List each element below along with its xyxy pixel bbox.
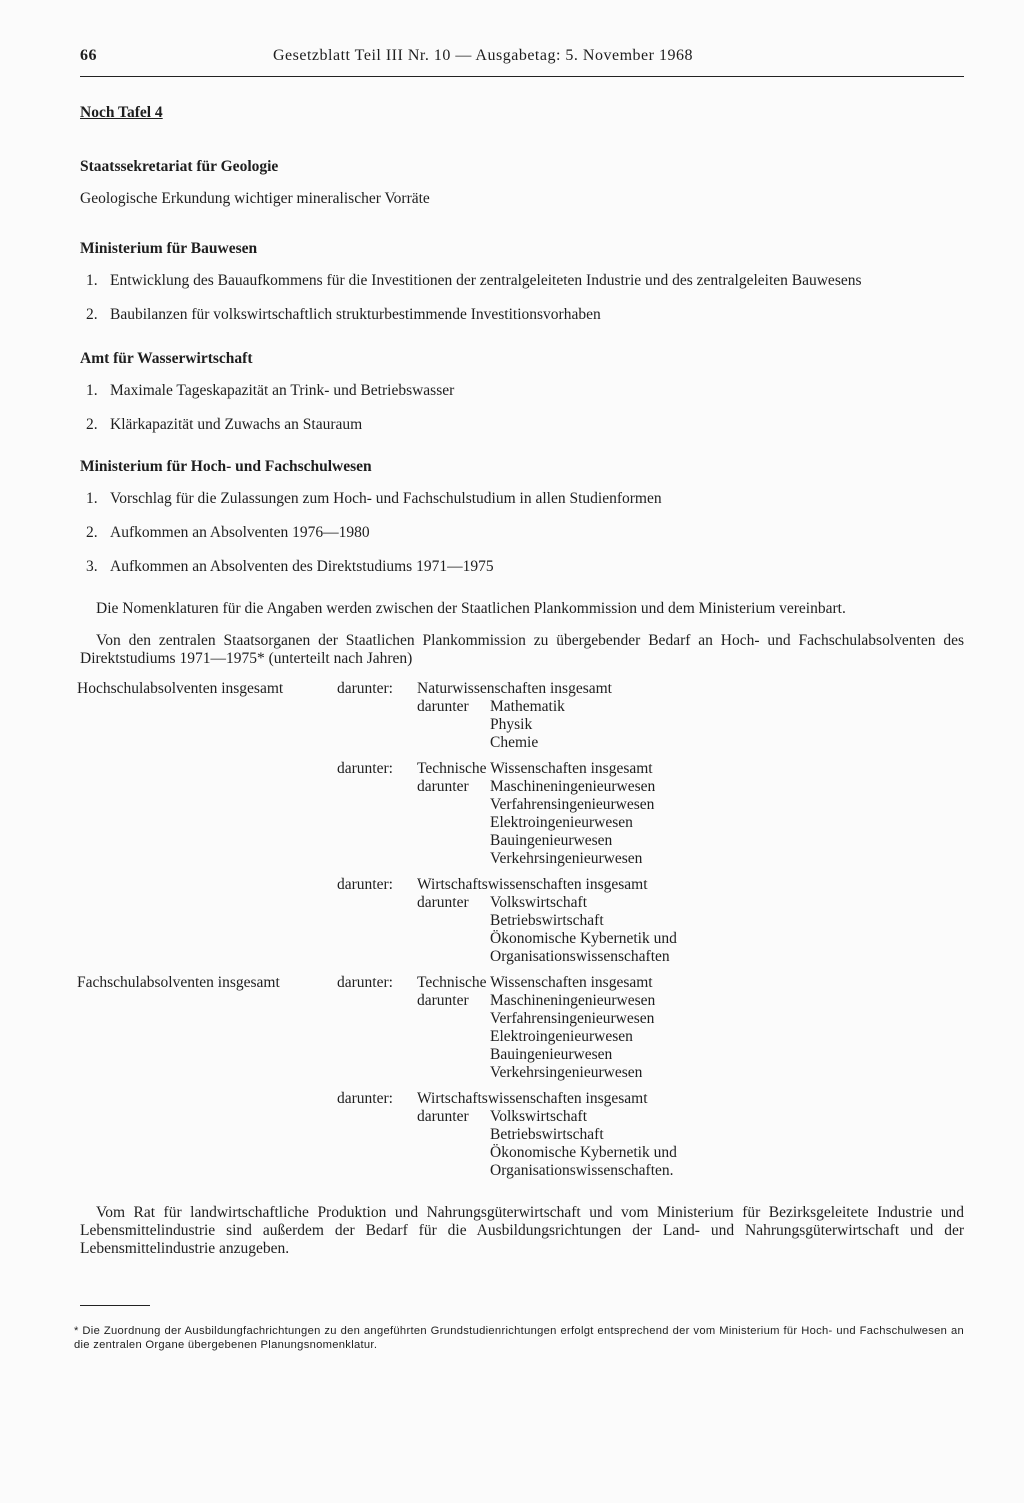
header-rule — [80, 76, 964, 77]
paragraph-landwirtschaft: Vom Rat für landwirtschaftliche Produktion und Nahrungsgüterwirtschaft und vom Ministerium für Bezirksgeleitete Industrie und Lebensmittelindustrie sind außerdem der Bedarf für die Ausbildungsrichtungen der Land- und Nahrungsgüterwirtschaft und der Lebensmittelindustrie anzugeben. — [80, 1204, 964, 1257]
paragraph-nomenklaturen: Die Nomenklaturen für die Angaben werden zwischen der Staatlichen Plankommission und dem Ministerium vereinbart. — [96, 600, 846, 617]
hochschul-wirtschaftswissenschaften: darunter: Wirtschaftswissenschaften insgesamt darunter Volkswirtschaft Betriebswirtschaft Ökonomische Kybernetik und Organisationswissenschaften — [337, 876, 677, 965]
fachschul-technische-wissenschaften: Fachschulabsolventen insgesamt darunter: Technische Wissenschaften insgesamt darunter Maschineningenieurwesen Verfahrensingenieurwesen Elektroingenieurwesen Bauingenieurwesen Verkehrsingenieurwesen — [77, 974, 656, 1081]
list-item: 1. Maximale Tageskapazität an Trink- und Betriebswasser — [86, 382, 455, 399]
section-heading-bauwesen: Ministerium für Bauwesen — [80, 240, 258, 257]
section-heading-wasserwirtschaft: Amt für Wasserwirtschaft — [80, 350, 253, 367]
paragraph-bedarf: Von den zentralen Staatsorganen der Staatlichen Plankommission zu übergebender Bedarf an Hoch- und Fachschulabsolventen des Direktstudiums 1971—1975* (unterteilt nach Jahren) — [80, 632, 964, 667]
list-item: 2. Klärkapazität und Zuwachs an Stauraum — [86, 416, 363, 433]
fachschul-wirtschaftswissenschaften: darunter: Wirtschaftswissenschaften insgesamt darunter Volkswirtschaft Betriebswirtschaft Ökonomische Kybernetik und Organisationswissenschaften. — [337, 1090, 677, 1179]
hochschul-technische-wissenschaften: darunter: Technische Wissenschaften insgesamt darunter Maschineningenieurwesen Verfahrensingenieurwesen Elektroingenieurwesen Bauingenieurwesen Verkehrsingenieurwesen — [337, 760, 656, 867]
list-item: 2. Aufkommen an Absolventen 1976—1980 — [86, 524, 370, 541]
hochschul-naturwissenschaften: Hochschulabsolventen insgesamt darunter: Naturwissenschaften insgesamt darunter Mathematik Physik Chemie — [77, 680, 612, 751]
list-item: 1. Vorschlag für die Zulassungen zum Hoch- und Fachschulstudium in allen Studienformen — [86, 490, 662, 507]
section-heading-geologie: Staatssekretariat für Geologie — [80, 158, 279, 175]
list-item: 3. Aufkommen an Absolventen des Direktstudiums 1971—1975 — [86, 558, 494, 575]
footnote: * Die Zuordnung der Ausbildungfachrichtungen zu den angeführten Grundstudienrichtungen erfolgt entsprechend der vom Ministerium für Hoch- und Fachschulwesen an die zentralen Organe übergebenen Planungsnomenklatur. — [74, 1325, 964, 1351]
list-item: 2. Baubilanzen für volkswirtschaftlich strukturbestimmende Investitionsvorhaben — [86, 306, 601, 323]
header-title: Gesetzblatt Teil III Nr. 10 — Ausgabetag: 5. November 1968 — [273, 47, 693, 64]
hochschul-label: Hochschulabsolventen insgesamt — [77, 680, 284, 697]
page-number: 66 — [80, 47, 97, 64]
section-heading-hochschulwesen: Ministerium für Hoch- und Fachschulwesen — [80, 458, 372, 475]
section-text-geologie: Geologische Erkundung wichtiger mineralischer Vorräte — [80, 190, 430, 207]
table-continuation-heading: Noch Tafel 4 — [80, 104, 163, 121]
absolventen-breakdown — [77, 680, 964, 1180]
fachschul-label: Fachschulabsolventen insgesamt — [77, 974, 280, 991]
main-content — [77, 104, 964, 1272]
footnote-rule — [80, 1305, 150, 1306]
list-item: 1. Entwicklung des Bauaufkommens für die Investitionen der zentralgeleiteten Industrie und des zentralgeleiten Bauwesens — [86, 272, 862, 289]
